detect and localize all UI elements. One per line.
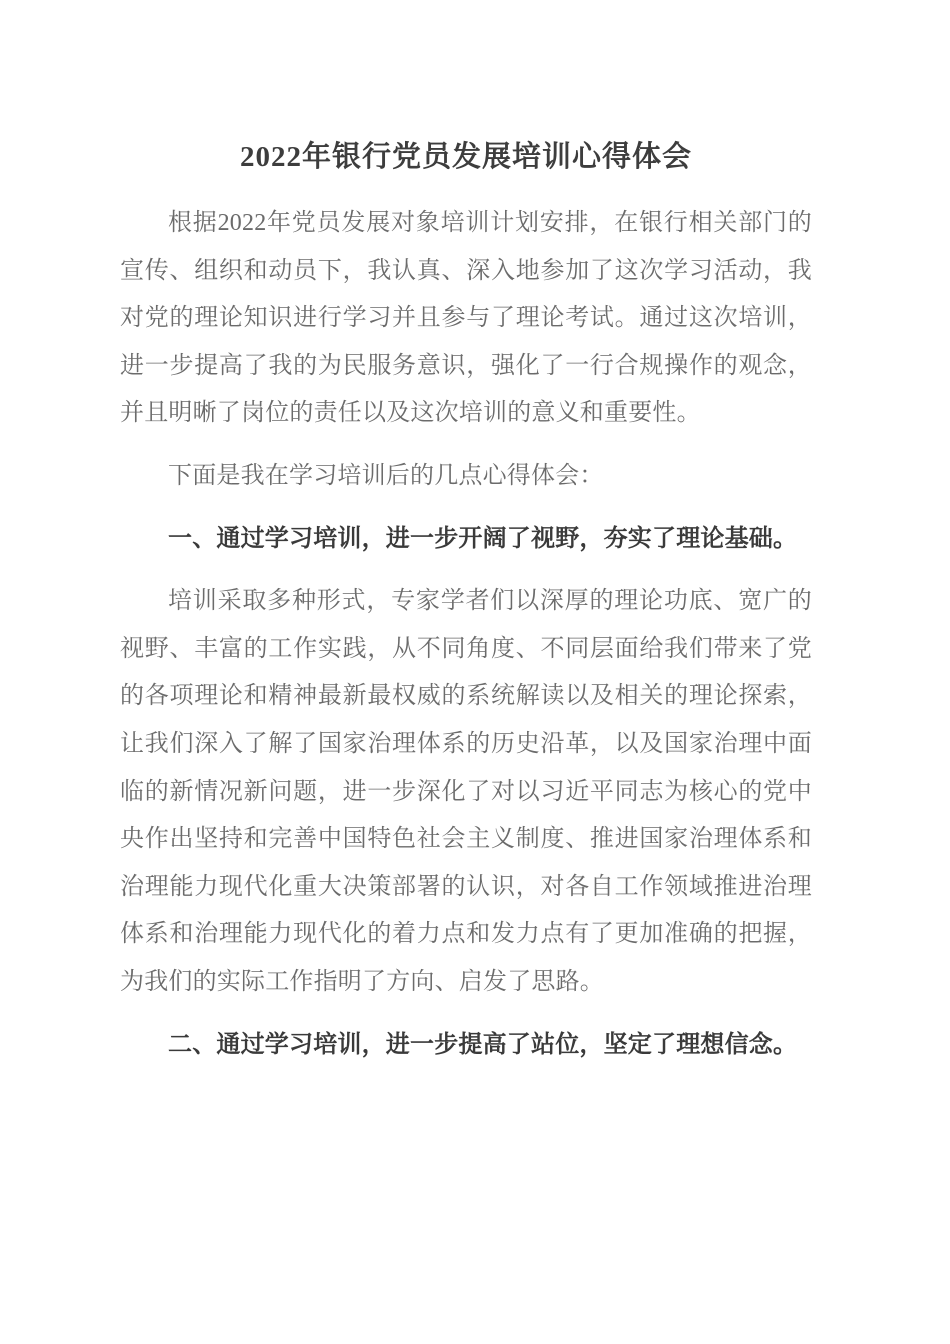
section-heading-1: 一、通过学习培训，进一步开阔了视野，夯实了理论基础。 — [168, 525, 798, 552]
paragraph-intro: 根据2022年党员发展对象培训计划安排，在银行相关部门的宣传、组织和动员下，我认真、深入地参加了这次学习活动，我对党的理论知识进行学习并且参与了理论考试。通过这次培训，进一步提高了我的为民服务意识，强化了一行合规操作的观念，并且明晰了岗位的责任以及这次培训的意义和重要性。 — [120, 210, 812, 427]
section-heading-2: 二、通过学习培训，进一步提高了站位，坚定了理想信念。 — [168, 1031, 798, 1058]
paragraph-section-1: 培训采取多种形式，专家学者们以深厚的理论功底、宽广的视野、丰富的工作实践，从不同角度、不同层面给我们带来了党的各项理论和精神最新最权威的系统解读以及相关的理论探索，让我们深入了解了国家治理体系的历史沿革，以及国家治理中面临的新情况新问题，进一步深化了对以习近平同志为核心的党中央作出坚持和完善中国特色社会主义制度、推进国家治理体系和治理能力现代化重大决策部署的认识，对各自工作领域推进治理体系和治理能力现代化的着力点和发力点有了更加准确的把握，为我们的实际工作指明了方向、启发了思路。 — [120, 588, 812, 995]
paragraph-lead-in: 下面是我在学习培训后的几点心得体会： — [168, 462, 604, 489]
document-title: 2022年银行党员发展培训心得体会 — [239, 141, 692, 173]
